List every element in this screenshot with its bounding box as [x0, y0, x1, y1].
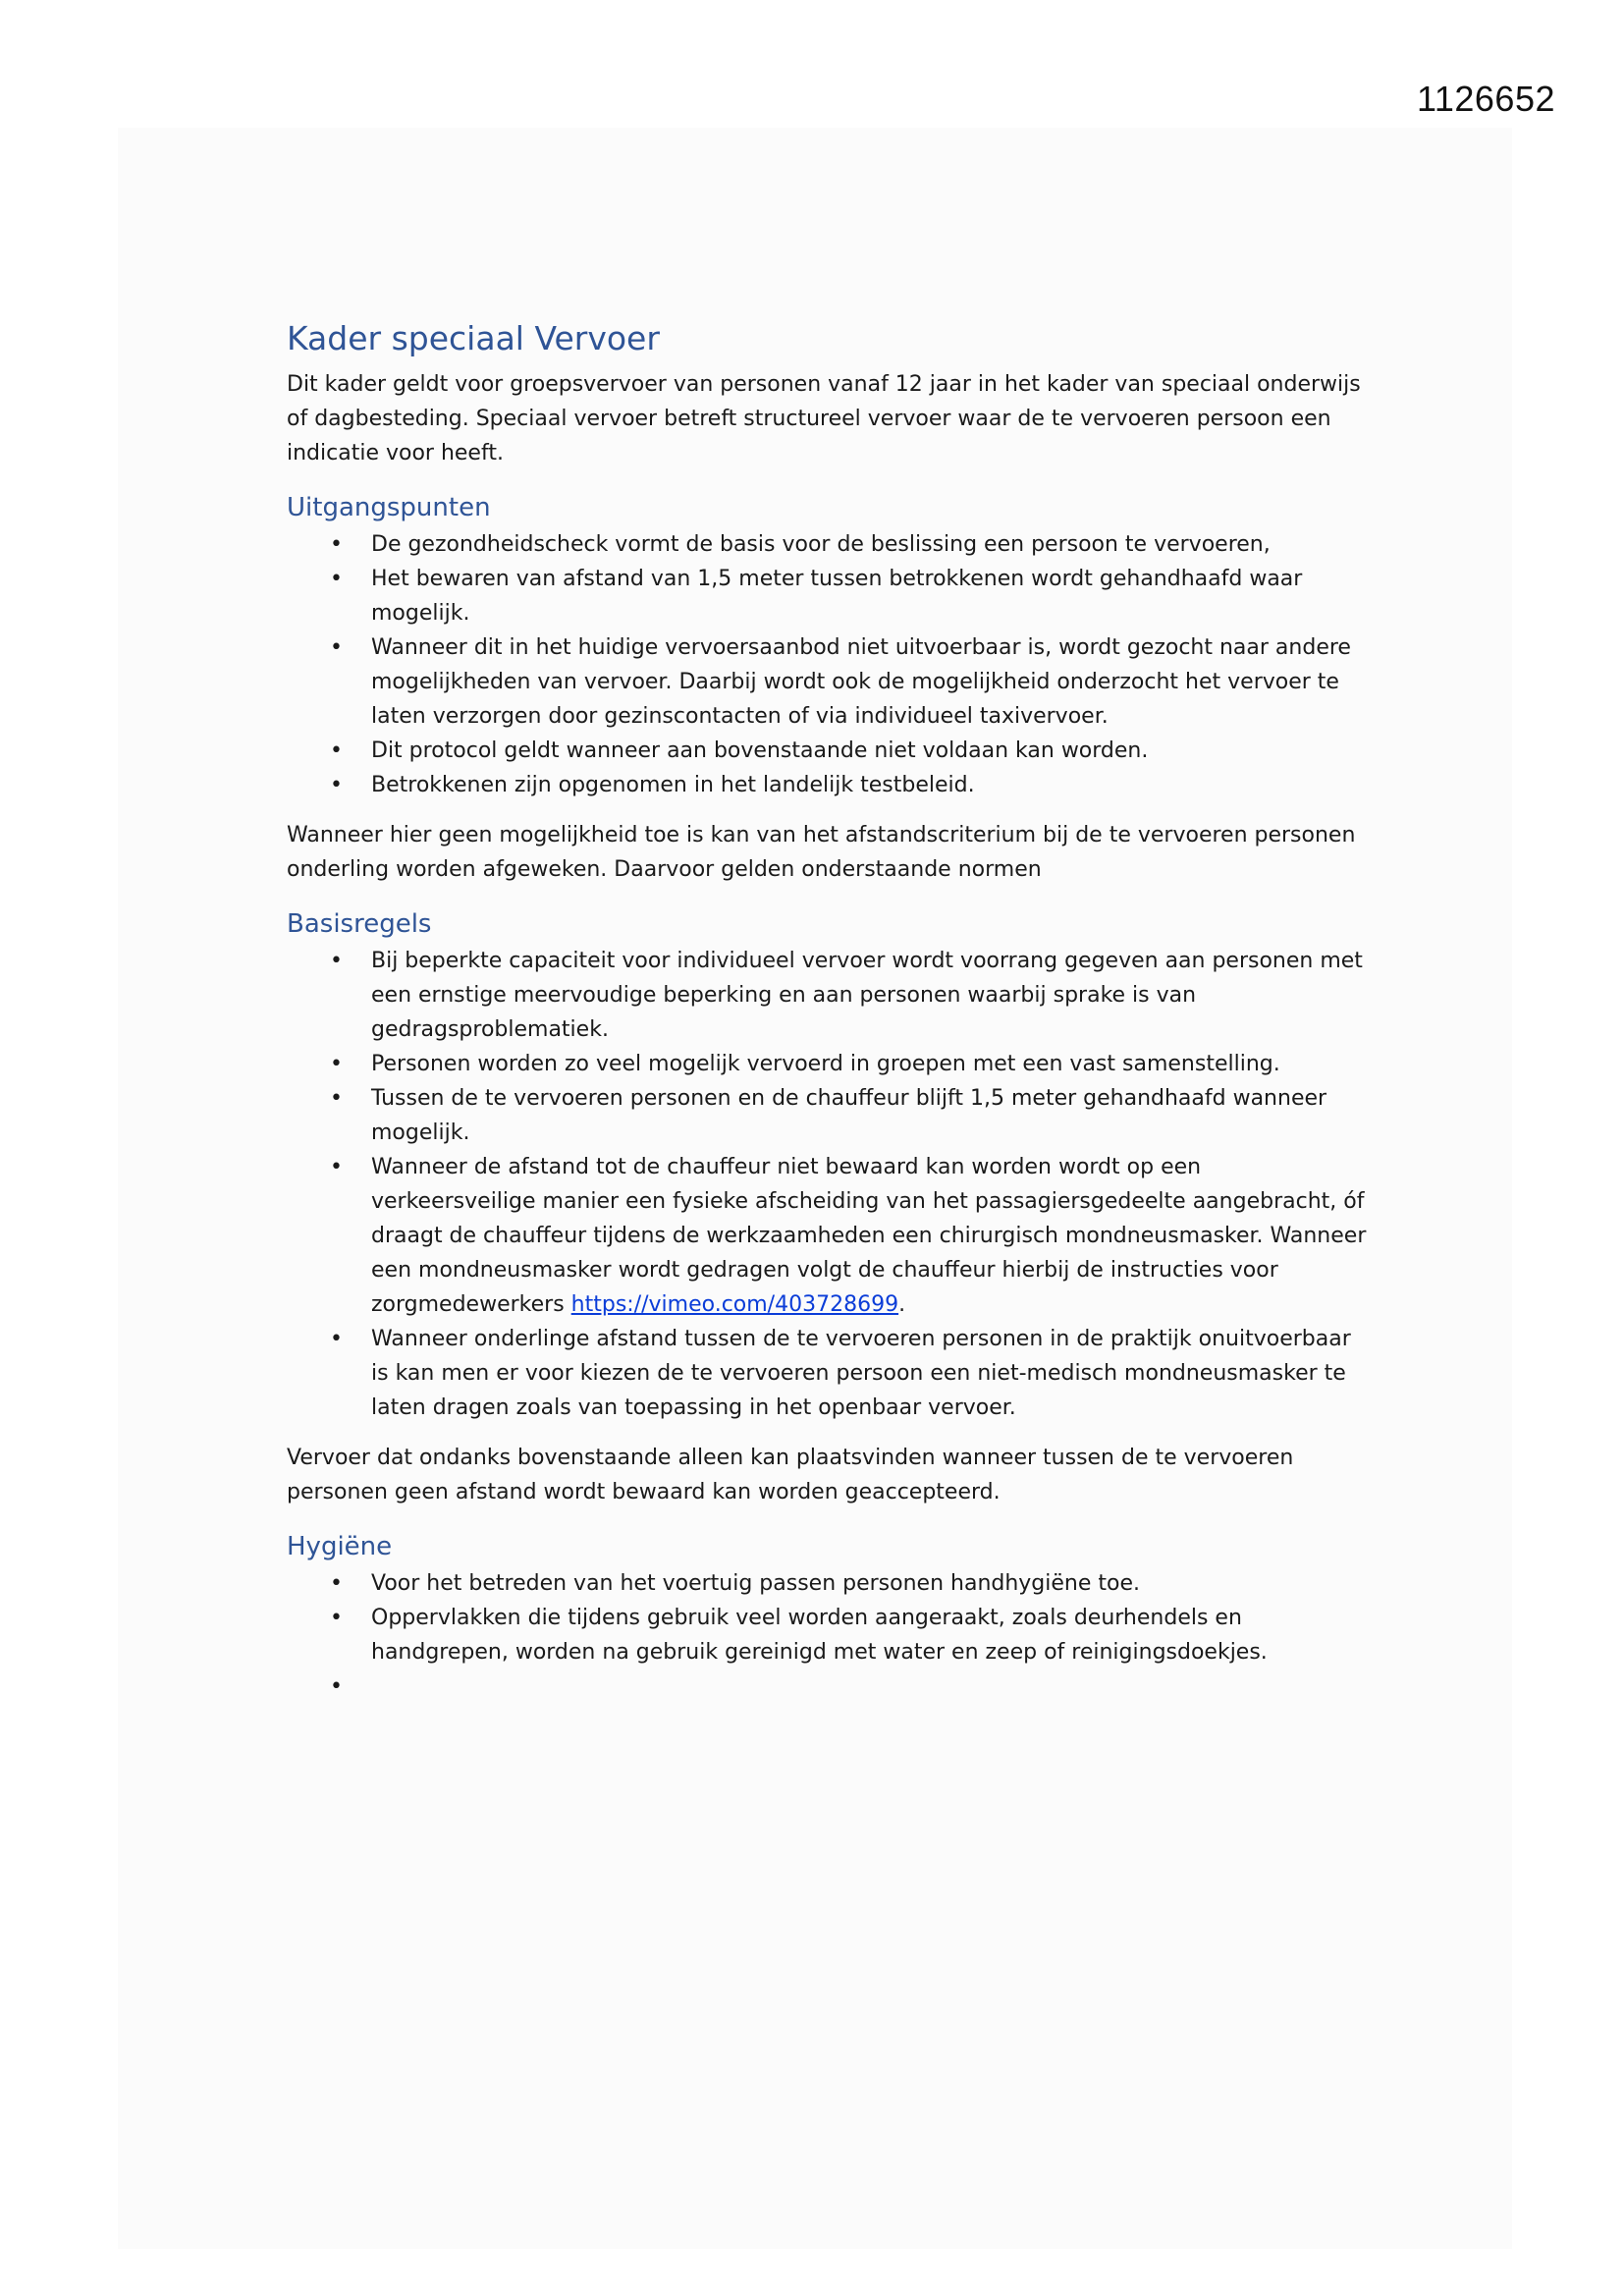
- bullet-icon: •: [330, 532, 343, 557]
- bullet-icon: •: [330, 567, 343, 591]
- list-item: [287, 1322, 1367, 1425]
- list-item-text: Tussen de te vervoeren personen en de chauffeur blijft 1,5 meter gehandhaafd wanneer mogelijk.: [371, 1086, 1327, 1145]
- list-item: [287, 562, 1367, 630]
- basisregels-list: [287, 944, 1367, 1425]
- list-item: [287, 630, 1367, 734]
- bullet-icon: •: [330, 1327, 343, 1351]
- bullet-icon: •: [330, 1155, 343, 1179]
- list-item-text: Wanneer de afstand tot de chauffeur niet bewaard kan worden wordt op een verkeersveilige manier een fysieke afscheiding van het passagiersgedeelte aangebracht, óf draagt de chauffeur tijdens de werkzaamheden een chirurgisch mondneusmasker. Wanneer een mondneusmasker wordt gedragen volgt de chauffeur hierbij de instructies voor zorgmedewerkers: [371, 1155, 1367, 1317]
- bullet-icon: •: [330, 773, 343, 797]
- list-item: [287, 1047, 1367, 1081]
- vimeo-link[interactable]: https://vimeo.com/403728699: [570, 1292, 899, 1317]
- list-item-text: Wanneer onderlinge afstand tussen de te vervoeren personen in de praktijk onuitvoerbaar is kan men er voor kiezen de te vervoeren persoon een niet-medisch mondneusmasker te laten dragen zoals van toepassing in het openbaar vervoer.: [371, 1327, 1351, 1420]
- list-item-text: Dit protocol geldt wanneer aan bovenstaande niet voldaan kan worden.: [371, 738, 1149, 763]
- bullet-icon: •: [330, 1086, 343, 1111]
- list-item: [287, 1150, 1367, 1322]
- section-heading-uitgangspunten: Uitgangspunten: [287, 493, 491, 522]
- bullet-icon: •: [330, 1606, 343, 1630]
- uitgangspunten-list: [287, 527, 1367, 802]
- list-item-text-end: .: [898, 1292, 906, 1317]
- list-item: [287, 1601, 1367, 1669]
- bullet-icon: •: [330, 1052, 343, 1076]
- list-item-text: Personen worden zo veel mogelijk vervoerd in groepen met een vast samenstelling.: [371, 1052, 1280, 1076]
- list-item-text: Oppervlakken die tijdens gebruik veel worden aangeraakt, zoals deurhendels en handgrepen, worden na gebruik gereinigd met water en zeep of reinigingsdoekjes.: [371, 1606, 1268, 1665]
- list-item: [287, 1081, 1367, 1150]
- list-item: [287, 1566, 1367, 1601]
- hygiene-list: [287, 1566, 1367, 1704]
- list-item-text: Bij beperkte capaciteit voor individueel vervoer wordt voorrang gegeven aan personen met een ernstige meervoudige beperking en aan personen waarbij sprake is van gedragsproblematiek.: [371, 949, 1363, 1042]
- list-item-text: Betrokkenen zijn opgenomen in het landelijk testbeleid.: [371, 773, 975, 797]
- document-number: 1126652: [1417, 79, 1555, 119]
- list-item-text: De gezondheidscheck vormt de basis voor de beslissing een persoon te vervoeren,: [371, 532, 1271, 557]
- list-item-text: Voor het betreden van het voertuig passen personen handhygiëne toe.: [371, 1571, 1141, 1596]
- list-item: [287, 944, 1367, 1047]
- intro-paragraph: Dit kader geldt voor groepsvervoer van personen vanaf 12 jaar in het kader van speciaal onderwijs of dagbesteding. Speciaal vervoer betreft structureel vervoer waar de te vervoeren persoon een indicatie voor heeft.: [287, 372, 1361, 465]
- bullet-icon: •: [330, 1571, 343, 1596]
- list-item-text: Het bewaren van afstand van 1,5 meter tussen betrokkenen wordt gehandhaafd waar mogelijk.: [371, 567, 1303, 626]
- list-item: [287, 768, 1367, 802]
- uitgangspunten-followup: Wanneer hier geen mogelijkheid toe is kan van het afstandscriterium bij de te vervoeren personen onderling worden afgeweken. Daarvoor gelden onderstaande normen: [287, 823, 1356, 882]
- list-item-empty: [287, 1669, 1367, 1704]
- bullet-icon: •: [330, 1674, 343, 1699]
- page-title: Kader speciaal Vervoer: [287, 319, 660, 357]
- document-body: [287, 314, 1367, 1704]
- bullet-icon: •: [330, 635, 343, 660]
- bullet-icon: •: [330, 949, 343, 973]
- list-item-text: Wanneer dit in het huidige vervoersaanbod niet uitvoerbaar is, wordt gezocht naar andere mogelijkheden van vervoer. Daarbij wordt ook de mogelijkheid onderzocht het vervoer te laten verzorgen door gezinscontacten of via individueel taxivervoer.: [371, 635, 1351, 729]
- bullet-icon: •: [330, 738, 343, 763]
- basisregels-followup: Vervoer dat ondanks bovenstaande alleen kan plaatsvinden wanneer tussen de te vervoeren personen geen afstand wordt bewaard kan worden geaccepteerd.: [287, 1446, 1294, 1504]
- list-item: [287, 527, 1367, 562]
- section-heading-basisregels: Basisregels: [287, 909, 432, 939]
- list-item: [287, 734, 1367, 768]
- section-heading-hygiene: Hygiëne: [287, 1532, 393, 1561]
